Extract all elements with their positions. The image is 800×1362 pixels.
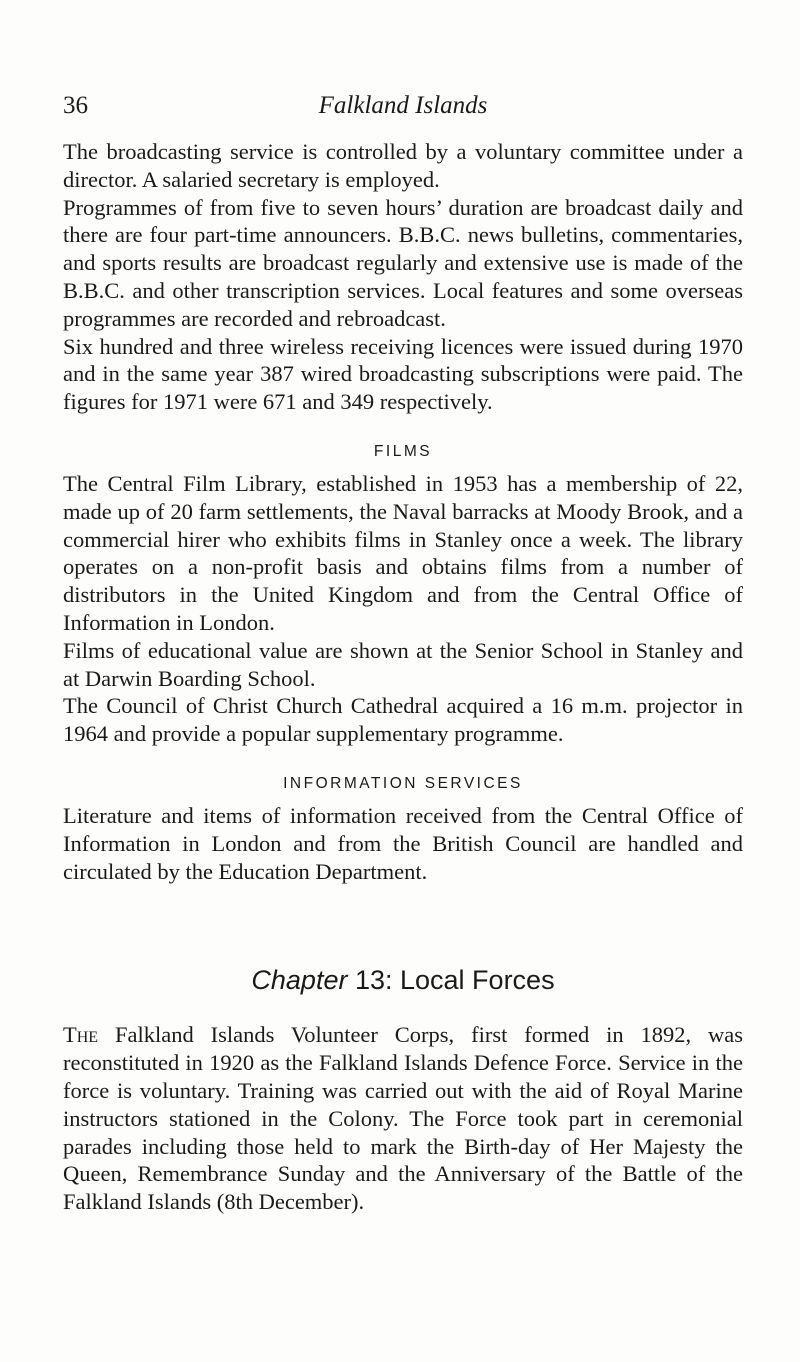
chapter-word: Chapter	[251, 965, 348, 996]
chapter-number-title: 13: Local Forces	[347, 965, 555, 996]
films-heading: FILMS	[373, 442, 433, 460]
page-header	[63, 92, 743, 132]
films-paragraph-3: The Council of Christ Church Cathedral acquired a 16 m.m. projector in 1964 and provide a popular supplementary programme.	[63, 693, 743, 747]
information-paragraph-1: Literature and items of information received from the Central Office of Information in London and from the British Council are handled and circulated by the Education Department.	[63, 802, 743, 884]
local-forces-paragraph	[63, 1021, 743, 1216]
films-paragraph-2: Films of educational value are shown at the Senior School in Stanley and at Darwin Boarding School.	[63, 637, 743, 691]
chapter-title	[63, 965, 743, 996]
broadcasting-paragraph-3: Six hundred and three wireless receiving licences were issued during 1970 and in the same year 387 wired broadcasting subscriptions were paid. The figures for 1971 were 671 and 349 respectively.	[63, 333, 743, 415]
broadcasting-paragraph-2: Programmes of from five to seven hours’ duration are broadcast daily and there are four part-time announcers. B.B.C. news bulletins, commentaries, and sports results are broadcast regularly and extensive use is made of the B.B.C. and other transcription services. Local features and some overseas programmes are recorded and rebroadcast.	[63, 194, 743, 331]
local-forces-text: Falkland Islands Volunteer Corps, first formed in 1892, was reconstituted in 1920 as the Falkland Islands Defence Force. Service in the force is voluntary. Training was carried out with the aid of Royal Marine instructors stationed in the Colony. The Force took part in ceremonial parades including those held to mark the Birth-day of Her Majesty the Queen, Remembrance Sunday and the Anniversary of the Battle of the Falkland Islands (8th December).	[63, 1022, 743, 1215]
page-body	[63, 138, 743, 1216]
lead-word: The	[63, 1022, 99, 1048]
running-head: Falkland Islands	[318, 92, 488, 119]
films-paragraph-1: The Central Film Library, established in 1953 has a membership of 22, made up of 20 farm settlements, the Naval barracks at Moody Brook, and a commercial hirer who exhibits films in Stanley once a week. The library operates on a non-profit basis and obtains films from a number of distributors in the United Kingdom and from the Central Office of Information in London.	[63, 470, 743, 635]
information-services-heading: INFORMATION SERVICES	[283, 774, 523, 792]
broadcasting-paragraph-1: The broadcasting service is controlled by a voluntary committee under a director. A salaried secretary is employed.	[63, 139, 743, 192]
page-number: 36	[63, 92, 88, 119]
